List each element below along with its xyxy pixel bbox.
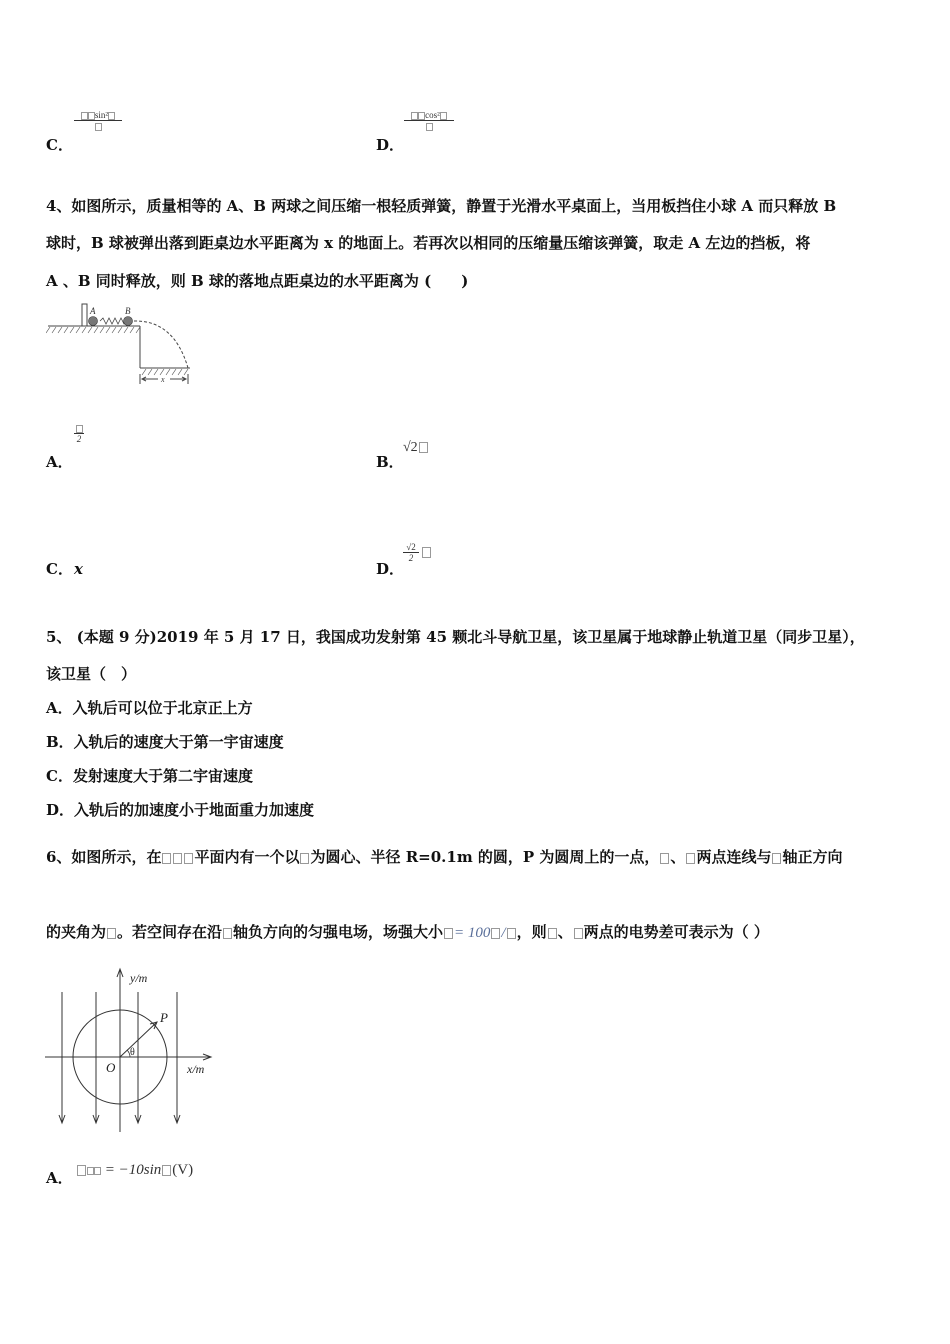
q6-text-9: 轴负方向的匀强电场，场强大小	[233, 923, 444, 941]
q6-electric-field-figure	[40, 962, 220, 1132]
q6-text-1: 6、如图所示，在	[46, 848, 162, 866]
q3-option-c-formula	[74, 110, 122, 131]
q6-fig-theta-label: θ	[130, 1047, 135, 1058]
q4-spring-table-figure	[46, 300, 196, 390]
q6-field-strength: = 100	[454, 925, 491, 941]
q4-option-a-formula	[74, 423, 84, 444]
q6-text-3: 为圆心、半径 R=0.1m 的圆，P 为圆周上的一点，	[310, 848, 660, 866]
q4-option-b-formula	[403, 440, 429, 456]
q6-field-slash: /	[501, 925, 506, 941]
q6-text-11: 、	[557, 923, 573, 941]
q4-option-d-label[interactable]: D．	[376, 560, 405, 578]
q3-d-numerator: cos²	[425, 110, 440, 120]
q6-option-a-formula	[76, 1162, 193, 1179]
q3-option-d-formula	[404, 110, 454, 131]
q4-option-c-label[interactable]: C．	[46, 560, 73, 578]
q3-option-d-label[interactable]: D．	[376, 136, 405, 154]
q6-stem-line-2	[46, 922, 769, 943]
q6-text-4: 、	[670, 848, 686, 866]
q6-fig-y-label: y/m	[130, 971, 148, 985]
q6-option-a-label[interactable]: A．	[46, 1169, 73, 1187]
q5-option-b[interactable]: B．入轨后的速度大于第一宇宙速度	[46, 733, 284, 751]
q4-option-a-label[interactable]: A．	[46, 453, 73, 471]
q6-text-12: 两点的电势差可表示为（ ）	[583, 923, 769, 941]
q5-option-c[interactable]: C．发射速度大于第二宇宙速度	[46, 767, 253, 785]
q5-stem-line-2: 该卫星（ ）	[46, 665, 137, 683]
q6-text-8: 。若空间存在沿	[117, 923, 223, 941]
q6-text-7: 的夹角为	[46, 923, 107, 941]
q4-fig-label-b: B	[125, 306, 131, 316]
q3-c-numerator: sin²	[94, 110, 109, 120]
q6-a-unit: (V)	[172, 1162, 194, 1178]
q4-fig-label-a: A	[90, 306, 96, 316]
q4-b-sqrt: √2	[403, 440, 418, 455]
q4-fig-label-x: x	[161, 375, 165, 384]
q6-stem-line-1	[46, 847, 842, 867]
q4-option-d-formula	[403, 542, 432, 563]
q6-fig-o-label: O	[106, 1060, 116, 1075]
q4-a-denominator: 2	[76, 434, 82, 444]
q5-stem-line-1: 5、 (本题 9 分)2019 年 5 月 17 日，我国成功发射第 45 颗北斗导航卫星，该卫星属于地球静止轨道卫星（同步卫星），	[46, 628, 865, 646]
q3-option-c-label[interactable]: C．	[46, 136, 73, 154]
q4-stem-line-1: 4、如图所示，质量相等的 A、B 两球之间压缩一根轻质弹簧，静置于光滑水平桌面上，当用板挡住小球 A 而只释放 B	[46, 197, 837, 215]
q4-d-denominator: 2	[408, 553, 414, 563]
q4-stem-line-3: A 、B 同时释放，则 B 球的落地点距桌边的水平距离为 ( )	[46, 272, 469, 290]
q5-option-d[interactable]: D．入轨后的加速度小于地面重力加速度	[46, 801, 315, 819]
q6-text-10: ，则	[516, 923, 547, 941]
q4-stem-line-2: 球时，B 球被弹出落到距桌边水平距离为 x 的地面上。若再次以相同的压缩量压缩该弹簧，取走 A 左边的挡板，将	[46, 234, 811, 252]
q6-text-2: 平面内有一个以	[194, 848, 300, 866]
q6-fig-p-label: P	[160, 1010, 168, 1025]
q5-option-a[interactable]: A．入轨后可以位于北京正上方	[46, 699, 253, 717]
q6-text-6: 轴正方向	[782, 848, 843, 866]
q4-option-c-value: x	[74, 560, 83, 578]
q4-d-numerator: √2	[406, 542, 416, 552]
q6-fig-x-label: x/m	[187, 1062, 205, 1076]
q4-option-b-label[interactable]: B．	[376, 453, 404, 471]
q6-a-expression: = −10sin	[104, 1162, 162, 1178]
q6-text-5: 两点连线与	[696, 848, 772, 866]
